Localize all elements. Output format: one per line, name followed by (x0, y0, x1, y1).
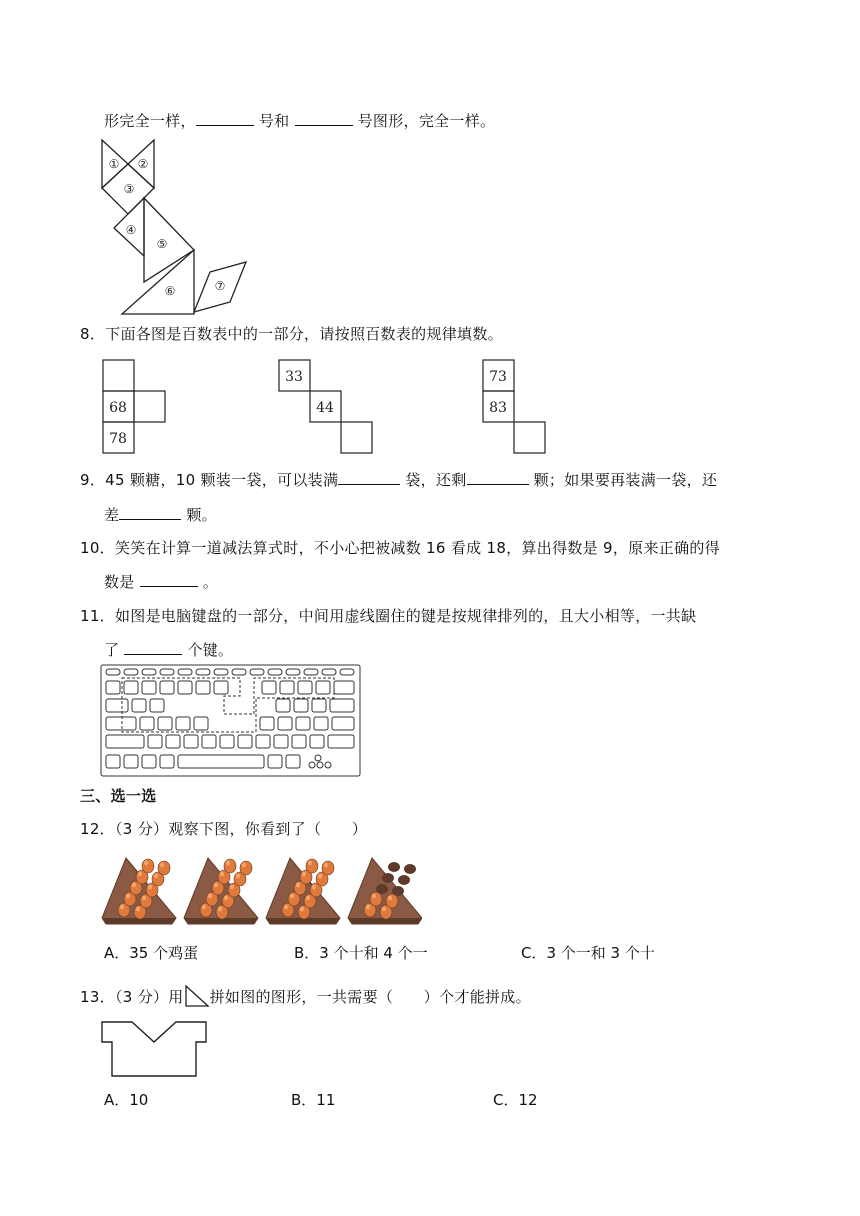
q12-option-a[interactable]: A．35 个鸡蛋 (104, 944, 199, 962)
q13-question (80, 984, 531, 1008)
egg-tray-4 (348, 858, 422, 924)
egg-tray-2 (184, 858, 258, 924)
q13-shape-figure (100, 1020, 210, 1078)
q7-text-c: 号图形，完全一样。 (352, 112, 496, 130)
q8-question: 8．下面各图是百数表中的一部分，请按照百数表的规律填数。 (80, 325, 503, 343)
tangram-piece-6 (122, 250, 194, 314)
fig3-cell-73: 73 (489, 369, 507, 385)
q13-option-b[interactable]: B．11 (291, 1091, 336, 1109)
q13-text-b: 拼如图的图形，一共需要（ ）个才能拼成。 (209, 988, 531, 1006)
tangram-label-2: ② (137, 157, 149, 171)
hundred-chart-fig-3 (480, 358, 550, 454)
q7-continuation (104, 110, 495, 132)
empty-slot (376, 884, 388, 894)
q9-text-c: 颗；如果要再装满一袋，还 (528, 471, 718, 489)
q9-answer-blank-1[interactable] (338, 470, 400, 485)
tangram-figure (100, 138, 250, 316)
egg (224, 859, 236, 873)
q11-text-b: 个键。 (182, 641, 234, 659)
egg (386, 894, 398, 908)
empty-slot (392, 886, 404, 896)
tangram-piece-5 (144, 198, 194, 282)
q7-answer-blank-2[interactable] (295, 111, 353, 126)
empty-slot (382, 873, 394, 883)
right-triangle-icon (184, 984, 210, 1008)
q12-option-c[interactable]: C．3 个一和 3 个十 (521, 944, 655, 962)
egg (240, 861, 252, 875)
q9-text-e: 颗。 (181, 506, 217, 524)
q7-answer-blank-1[interactable] (196, 111, 254, 126)
empty-slot (398, 875, 410, 885)
q10-text-b: 。 (197, 573, 219, 591)
egg-tray-3 (266, 858, 340, 924)
q9-line-1 (80, 469, 717, 491)
q9-text-d: 差 (104, 506, 120, 524)
q9-answer-blank-2[interactable] (467, 470, 529, 485)
hundred-chart-fig-2 (276, 358, 376, 454)
q10-text-a: 数是 (104, 573, 140, 591)
keyboard-figure (100, 664, 362, 778)
q7-text-a: 形完全一样， (104, 112, 196, 130)
tangram-label-7: ⑦ (214, 279, 226, 293)
empty-slot (388, 862, 400, 872)
section-3-title: 三、选一选 (80, 787, 157, 805)
fig2-cell-44: 44 (316, 400, 334, 416)
tangram-label-1: ① (108, 157, 120, 171)
egg-trays-figure (100, 852, 422, 930)
q11-text-a: 了 (104, 641, 125, 659)
q10-line-2 (104, 571, 218, 593)
hundred-chart-fig-1 (100, 358, 170, 454)
fig2-cell-33: 33 (285, 369, 303, 385)
q11-line-2 (104, 639, 233, 661)
q9-line-2 (104, 504, 217, 526)
q13-option-c[interactable]: C．12 (493, 1091, 538, 1109)
tangram-label-5: ⑤ (156, 237, 168, 251)
q10-answer-blank[interactable] (140, 572, 198, 587)
egg (322, 861, 334, 875)
q12-option-b[interactable]: B．3 个十和 4 个一 (294, 944, 428, 962)
fig1-cell-78: 78 (109, 431, 127, 447)
q13-text-a: 13．（3 分）用 (80, 988, 184, 1006)
fig3-cell-83: 83 (489, 400, 507, 416)
q12-question: 12．（3 分）观察下图，你看到了（ ） (80, 820, 368, 838)
tangram-label-3: ③ (123, 182, 135, 196)
q9-text-a: 9．45 颗糖，10 颗装一袋，可以装满 (80, 471, 339, 489)
egg (370, 892, 382, 906)
empty-slot (404, 864, 416, 874)
fig1-cell-68: 68 (109, 400, 127, 416)
q13-option-a[interactable]: A．10 (104, 1091, 149, 1109)
egg-tray-1 (102, 858, 176, 924)
q11-answer-blank[interactable] (124, 640, 182, 655)
q11-line-1: 11．如图是电脑键盘的一部分，中间用虚线圈住的键是按规律排列的，且大小相等，一共缺 (80, 607, 697, 625)
tangram-label-4: ④ (125, 223, 137, 237)
egg (158, 861, 170, 875)
egg (142, 859, 154, 873)
q10-line-1: 10．笑笑在计算一道减法算式时，不小心把被减数 16 看成 18，算出得数是 9，原来正确的得 (80, 539, 720, 557)
q9-text-b: 袋，还剩 (400, 471, 467, 489)
egg (306, 859, 318, 873)
q7-text-b: 号和 (253, 112, 295, 130)
tangram-label-6: ⑥ (164, 284, 176, 298)
q9-answer-blank-3[interactable] (119, 505, 181, 520)
